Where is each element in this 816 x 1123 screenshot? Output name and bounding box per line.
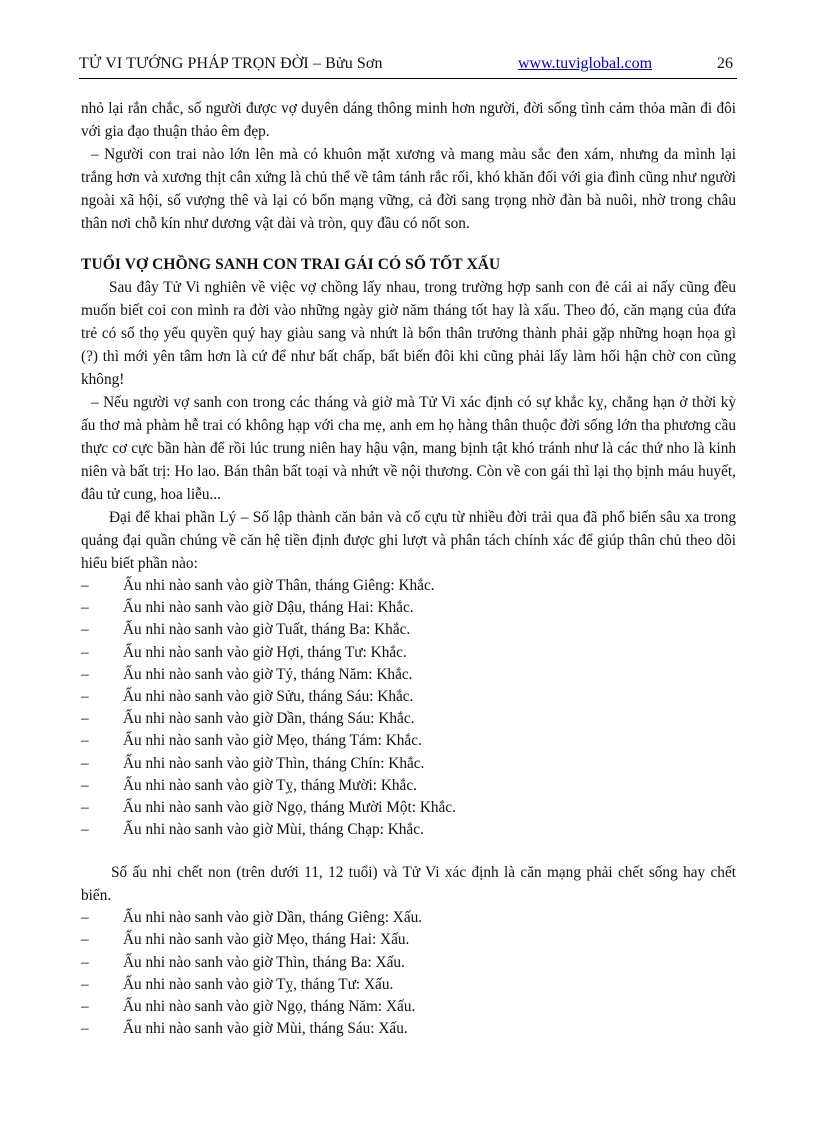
list-item-text: Ấu nhi nào sanh vào giờ Dần, tháng Giêng: Xấu. bbox=[123, 909, 423, 927]
list-item-text: Ấu nhi nào sanh vào giờ Dậu, tháng Hai: Khắc. bbox=[123, 599, 414, 617]
list-item-text: Ấu nhi nào sanh vào giờ Tuất, tháng Ba: Khắc. bbox=[123, 621, 411, 639]
list-item-text: Ấu nhi nào sanh vào giờ Tỵ, tháng Tư: Xấu. bbox=[123, 975, 394, 993]
dash-marker: – bbox=[81, 931, 89, 949]
dash-marker: – bbox=[81, 687, 89, 705]
list-item-text: Ấu nhi nào sanh vào giờ Tỵ, tháng Mười: Khắc. bbox=[123, 776, 417, 794]
list-item bbox=[81, 797, 736, 819]
dash-marker: – bbox=[81, 798, 89, 816]
dash-marker: – bbox=[81, 975, 89, 993]
dash-marker: – bbox=[81, 909, 89, 927]
list-item-text: Ấu nhi nào sanh vào giờ Thân, tháng Giêng: Khắc. bbox=[123, 577, 435, 594]
paragraph-dash-item: – Người con trai nào lớn lên mà có khuôn mặt xương và mang màu sắc đen xám, nhưng da mình lại trắng hơn và xương thịt cân xứng là chủ thể về tâm tánh rắc rối, khó khăn đối với gia đình cũng như người ngoài xã hội, số vượng thê và lại có bổn mạng vững, cả đời sang trọng nhờ đàn bà nuôi, nhờ trong châu thân nơi chỗ kín như dương vật dài và tròn, quy đầu có nốt son. bbox=[81, 146, 736, 232]
list-item bbox=[81, 974, 736, 996]
dash-marker: – bbox=[81, 732, 89, 750]
list-item-text: Ấu nhi nào sanh vào giờ Thìn, tháng Chín: Khắc. bbox=[123, 754, 425, 772]
list-item bbox=[81, 1018, 736, 1040]
dash-marker: – bbox=[81, 754, 89, 772]
page-header bbox=[79, 52, 737, 79]
page-body bbox=[81, 97, 736, 1040]
paragraph-continuation: nhỏ lại rắn chắc, số người được vợ duyên dáng thông minh hơn người, đời sống tình cảm thỏa mãn đi đôi với gia đạo thuận thảo êm đẹp. bbox=[81, 100, 736, 140]
list-item-text: Ấu nhi nào sanh vào giờ Mẹo, tháng Hai: Xấu. bbox=[123, 931, 410, 949]
section-heading: TUỔI VỢ CHỒNG SANH CON TRAI GÁI CÓ SỐ TỐT XẤU bbox=[81, 256, 501, 273]
dash-marker: – bbox=[81, 643, 89, 661]
list-item bbox=[81, 619, 736, 641]
spacer bbox=[81, 841, 736, 861]
list-item-text: Ấu nhi nào sanh vào giờ Mẹo, tháng Tám: Khắc. bbox=[123, 732, 422, 750]
list-item bbox=[81, 664, 736, 686]
list-item bbox=[81, 775, 736, 797]
page-number: 26 bbox=[717, 55, 733, 72]
section-paragraph-3: Đại để khai phần Lý – Số lập thành căn bản và cố cựu từ nhiều đời trải qua đã phổ biến sâu xa trong quảng đại quần chúng về căn hệ tiền định được ghi lượt và phân tách chính xác để giúp thân chủ theo dõi hiểu biết phần nào: bbox=[81, 509, 736, 572]
section-paragraph-2: – Nếu người vợ sanh con trong các tháng và giờ mà Tử Vi xác định có sự khắc kỵ, chẳng hạn ở thời kỳ ấu thơ mà phàm hễ trai có không hạp với cha mẹ, anh em họ hàng thân thuộc đời sống lớn tha phương cầu thực cơ cực bần hàn để rồi lúc trung niên hay hậu vận, mang bịnh tật khó tránh như là các thứ nho là kinh niên và bất trị: Ho lao. Bán thân bất toại và nhứt về nội thương. Còn về con gái thì lại thọ bịnh máu huyết, đâu tử cung, hoa liễu... bbox=[81, 394, 736, 503]
dash-marker: – bbox=[81, 710, 89, 728]
list-item-text: Ấu nhi nào sanh vào giờ Mùi, tháng Chạp: Khắc. bbox=[123, 821, 424, 839]
dash-marker: – bbox=[81, 577, 89, 594]
birth-hour-khac-list bbox=[81, 575, 736, 841]
list-item bbox=[81, 996, 736, 1018]
list-item-text: Ấu nhi nào sanh vào giờ Tý, tháng Năm: Khắc. bbox=[123, 665, 413, 683]
list-item bbox=[81, 575, 736, 597]
section-paragraph-1: Sau đây Tử Vi nghiên về việc vợ chồng lấy nhau, trong trường hợp sanh con đẻ cái ai nấy cũng đều muốn biết coi con mình ra đời vào những ngày giờ năm tháng tốt hay là xấu. Theo đó, căn mạng của đứa trẻ có số thọ yểu quyền quý hay giàu sang và nhứt là bổn thân trưởng thành phải gặp những hoạn họa gì (?) thì mới yên tâm hơn là cứ để như bất chấp, bất biến đôi khi cũng phải lấy làm hối hận chờ con cũng không! bbox=[81, 279, 736, 388]
dash-marker: – bbox=[81, 821, 89, 839]
list-item bbox=[81, 642, 736, 664]
website-link[interactable]: www.tuviglobal.com bbox=[518, 55, 653, 72]
list-item-text: Ấu nhi nào sanh vào giờ Ngọ, tháng Năm: Xấu. bbox=[123, 998, 416, 1015]
dash-marker: – bbox=[81, 621, 89, 639]
list-item bbox=[81, 929, 736, 951]
list-item-text: Ấu nhi nào sanh vào giờ Dần, tháng Sáu: Khắc. bbox=[123, 710, 415, 728]
dash-marker: – bbox=[81, 953, 89, 971]
running-title: TỬ VI TƯỚNG PHÁP TRỌN ĐỜI – Bửu Sơn bbox=[79, 55, 383, 72]
dash-marker: – bbox=[81, 776, 89, 794]
section-paragraph-4: Số ấu nhi chết non (trên dưới 11, 12 tuổi) và Tử Vi xác định là căn mạng phải chết sống hay chết biển. bbox=[81, 864, 736, 905]
list-item-text: Ấu nhi nào sanh vào giờ Hợi, tháng Tư: Khắc. bbox=[123, 643, 407, 661]
dash-marker: – bbox=[81, 665, 89, 683]
list-item-text: Ấu nhi nào sanh vào giờ Sửu, tháng Sáu: Khắc. bbox=[123, 687, 414, 705]
list-item bbox=[81, 597, 736, 619]
dash-marker: – bbox=[81, 1020, 89, 1038]
list-item bbox=[81, 952, 736, 974]
dash-marker: – bbox=[81, 599, 89, 617]
list-item bbox=[81, 708, 736, 730]
list-item bbox=[81, 730, 736, 752]
list-item-text: Ấu nhi nào sanh vào giờ Mùi, tháng Sáu: Xấu. bbox=[123, 1020, 408, 1038]
list-item-text: Ấu nhi nào sanh vào giờ Ngọ, tháng Mười Một: Khắc. bbox=[123, 798, 456, 816]
list-item bbox=[81, 686, 736, 708]
list-item bbox=[81, 819, 736, 841]
list-item bbox=[81, 907, 736, 929]
list-item bbox=[81, 753, 736, 775]
birth-hour-xau-list bbox=[81, 907, 736, 1040]
dash-marker: – bbox=[81, 998, 89, 1015]
list-item-text: Ấu nhi nào sanh vào giờ Thìn, tháng Ba: Xấu. bbox=[123, 953, 405, 971]
